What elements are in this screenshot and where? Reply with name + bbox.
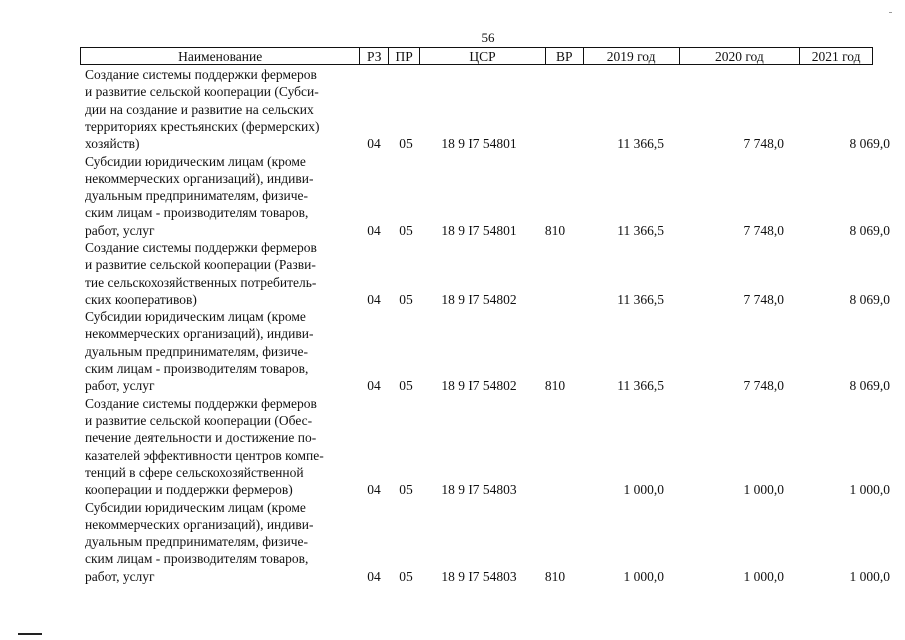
- row-name-line: тие сельскохозяйственных потребитель-: [85, 274, 317, 290]
- row-name-line: Субсидии юридическим лицам (кроме: [85, 153, 306, 169]
- row-name: [85, 153, 350, 239]
- row-name-line: ским лицам - производителям товаров,: [85, 361, 309, 377]
- page-number: 56: [481, 30, 495, 45]
- row-name: [85, 239, 350, 308]
- row-name-line: работ, услуг: [85, 568, 155, 584]
- cell-csr: 18 9 I7 54803: [441, 482, 517, 498]
- row-name-line: Создание системы поддержки фермеров: [85, 240, 317, 255]
- row-name-line: некоммерческих организаций), индиви-: [85, 516, 314, 532]
- cell-2019: 11 366,5: [617, 222, 664, 238]
- row-name-line: кооперации и поддержки фермеров): [85, 482, 293, 498]
- cell-csr: 18 9 I7 54801: [441, 136, 517, 152]
- row-name-line: некоммерческих организаций), индиви-: [85, 326, 314, 342]
- row-name-line: Создание системы поддержки фермеров: [85, 395, 317, 411]
- cell-csr: 18 9 I7 54801: [441, 222, 517, 238]
- header-2019: 2019 год: [584, 48, 680, 64]
- cell-csr: 18 9 I7 54802: [441, 378, 517, 394]
- row-name-line: некоммерческих организаций), индиви-: [85, 170, 314, 186]
- header-csr: ЦСР: [420, 48, 546, 64]
- row-name: [85, 499, 350, 585]
- cell-rz: 04: [367, 568, 381, 584]
- row-name: [85, 395, 350, 499]
- cell-2020: 7 748,0: [743, 291, 784, 307]
- row-name-line: Субсидии юридическим лицам (кроме: [85, 309, 306, 325]
- cell-2021: 8 069,0: [849, 222, 890, 238]
- cell-rz: 04: [367, 482, 381, 498]
- cell-2019: 11 366,5: [617, 136, 664, 152]
- cell-2020: 7 748,0: [743, 378, 784, 394]
- cell-2020: 7 748,0: [743, 136, 784, 152]
- cell-2021: 8 069,0: [849, 291, 890, 307]
- cell-2021: 8 069,0: [849, 136, 890, 152]
- row-name-line: дуальным предпринимателям, физиче-: [85, 188, 308, 204]
- header-name: Наименование: [81, 48, 360, 64]
- row-name-line: работ, услуг: [85, 378, 155, 394]
- row-name-line: работ, услуг: [85, 222, 155, 238]
- cell-2020: 1 000,0: [743, 568, 784, 584]
- row-name-line: печение деятельности и достижение по-: [85, 430, 317, 446]
- row-name-line: и развитие сельской кооперации (Обес-: [85, 412, 313, 428]
- row-name-line: дуальным предпринимателям, физиче-: [85, 534, 308, 550]
- row-name-line: дии на создание и развитие на сельских: [85, 101, 314, 117]
- row-name-line: хозяйств): [85, 136, 140, 152]
- cell-2020: 7 748,0: [743, 222, 784, 238]
- cell-pr: 05: [399, 568, 413, 584]
- cell-vr: 810: [544, 222, 566, 238]
- row-name-line: Субсидии юридическим лицам (кроме: [85, 499, 306, 515]
- row-name-line: тенций в сфере сельскохозяйственной: [85, 464, 304, 480]
- scan-speck: [889, 12, 892, 13]
- row-name-line: ским лицам - производителям товаров,: [85, 551, 309, 567]
- row-name: [85, 66, 350, 152]
- cell-csr: 18 9 I7 54803: [441, 568, 517, 584]
- header-2021: 2021 год: [800, 48, 872, 64]
- cell-2019: 11 366,5: [617, 291, 664, 307]
- table-header: [80, 47, 873, 65]
- cell-pr: 05: [399, 222, 413, 238]
- header-2020: 2020 год: [680, 48, 801, 64]
- row-name-line: ских кооперативов): [85, 291, 197, 307]
- cell-vr: 810: [544, 378, 566, 394]
- row-name-line: и развитие сельской кооперации (Субси-: [85, 84, 319, 100]
- row-name-line: ским лицам - производителям товаров,: [85, 205, 309, 221]
- header-pr: ПР: [389, 48, 420, 64]
- cell-pr: 05: [399, 482, 413, 498]
- header-vr: ВР: [546, 48, 584, 64]
- row-name-line: Создание системы поддержки фермеров: [85, 67, 317, 82]
- cell-2021: 1 000,0: [849, 568, 890, 584]
- cell-vr: 810: [544, 568, 566, 584]
- cell-2019: 11 366,5: [617, 378, 664, 394]
- row-name-line: территориях крестьянских (фермерских): [85, 118, 320, 134]
- row-name-line: дуальным предпринимателям, физиче-: [85, 343, 308, 359]
- cell-pr: 05: [399, 136, 413, 152]
- cell-2020: 1 000,0: [743, 482, 784, 498]
- cell-rz: 04: [367, 136, 381, 152]
- cell-pr: 05: [399, 378, 413, 394]
- cell-2019: 1 000,0: [623, 482, 664, 498]
- row-name-line: и развитие сельской кооперации (Разви-: [85, 257, 316, 273]
- row-name-line: казателей эффективности центров компе-: [85, 447, 324, 463]
- cell-csr: 18 9 I7 54802: [441, 291, 517, 307]
- cell-2021: 1 000,0: [849, 482, 890, 498]
- cell-2021: 8 069,0: [849, 378, 890, 394]
- row-name: [85, 308, 350, 394]
- header-rz: РЗ: [360, 48, 389, 64]
- cell-pr: 05: [399, 291, 413, 307]
- cell-2019: 1 000,0: [623, 568, 664, 584]
- cell-rz: 04: [367, 291, 381, 307]
- cell-rz: 04: [367, 222, 381, 238]
- scan-edge-mark: [18, 633, 42, 635]
- cell-rz: 04: [367, 378, 381, 394]
